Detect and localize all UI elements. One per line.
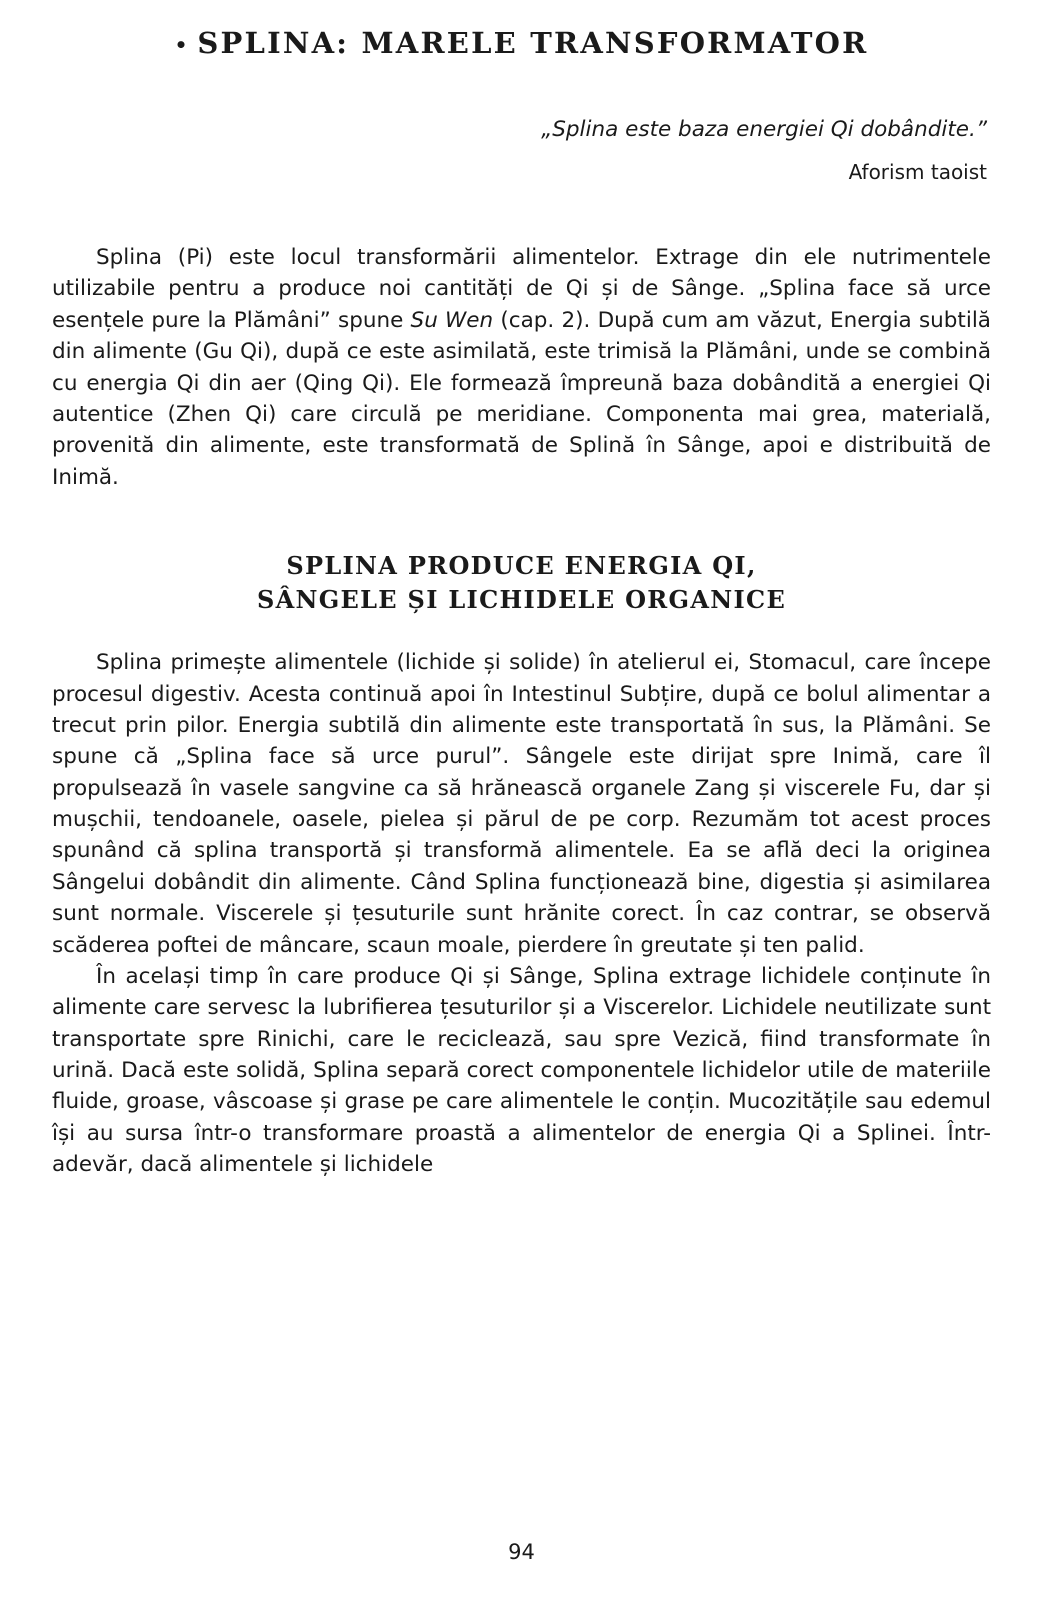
- paragraph-1-citation: Su Wen: [410, 307, 494, 333]
- section-title: [52, 549, 991, 617]
- page-number: 94: [508, 1540, 535, 1564]
- paragraph-2: Splina primește alimentele (lichide și solide) în atelierul ei, Stomacul, care începe procesul digestiv. Acesta continuă apoi în Intestinul Subțire, după ce bolul alimentar a trecut prin pilor. Energia subtilă din alimente este transportată în sus, la Plămâni. Se spune că „Splina face să urce purul”. Sângele este dirijat spre Inimă, care îl propulsează în vasele sangvine ca să hrănească organele Zang și viscerele Fu, dar și mușchii, tendoanele, oasele, pielea și părul de pe corp. Rezumăm tot acest proces spunând că splina transportă și transformă alimentele. Ea se află deci la originea Sângelui dobândit din alimente. Când Splina funcționează bine, digestia și asimilarea sunt normale. Viscerele și țesuturile sunt hrănite corect. În caz contrar, se observă scăderea poftei de mâncare, scaun moale, pierdere în greutate și ten palid.: [52, 650, 991, 958]
- paragraph-3: În același timp în care produce Qi și Sânge, Splina extrage lichidele conținute în alimente care servesc la lubrifierea țesuturilor și a Viscerelor. Lichidele neutilizate sunt transportate spre Rinichi, care le reciclează, sau spre Vezică, fiind transformate în urină. Dacă este solidă, Splina separă corect componentele lichidelor utile de materiile fluide, groase, vâscoase și grase pe care alimentele le conțin. Mucozitățile sau edemul își au sursa într-o transformare proastă a alimentelor de energia Qi a Splinei. Într-adevăr, dacă alimentele și lichidele: [52, 963, 991, 1178]
- section-title-line-2: SÂNGELE ȘI LICHIDELE ORGANICE: [256, 585, 787, 615]
- bullet-icon: •: [174, 33, 188, 57]
- chapter-title-text: SPLINA: MARELE TRANSFORMATOR: [197, 26, 869, 60]
- section-title-line-1: SPLINA PRODUCE ENERGIA QI,: [286, 551, 757, 581]
- paragraph-1: [52, 242, 991, 493]
- epigraph-source: Aforism taoist: [848, 160, 987, 185]
- epigraph-quote: „Splina este baza energiei Qi dobândite.”: [541, 117, 987, 142]
- paragraph-1-part-a: Splina (Pi) este locul transformării alimentelor. Extrage din ele nutrimentele utilizabile pentru a produce noi cantități de Qi și de Sânge. „Splina face să urce esențele pure la Plămâni” spune: [52, 245, 991, 333]
- chapter-title: [52, 26, 991, 60]
- paragraph-1-part-b: (cap. 2). După cum am văzut, Energia subtilă din alimente (Gu Qi), după ce este asimilată, este trimisă la Plămâni, unde se combină cu energia Qi din aer (Qing Qi). Ele formează împreună baza dobândită a energiei Qi autentice (Zhen Qi) care circulă pe meridiane. Componenta mai grea, materială, provenită din alimente, este transformată de Splină în Sânge, apoi e distribuită de Inimă.: [52, 307, 991, 490]
